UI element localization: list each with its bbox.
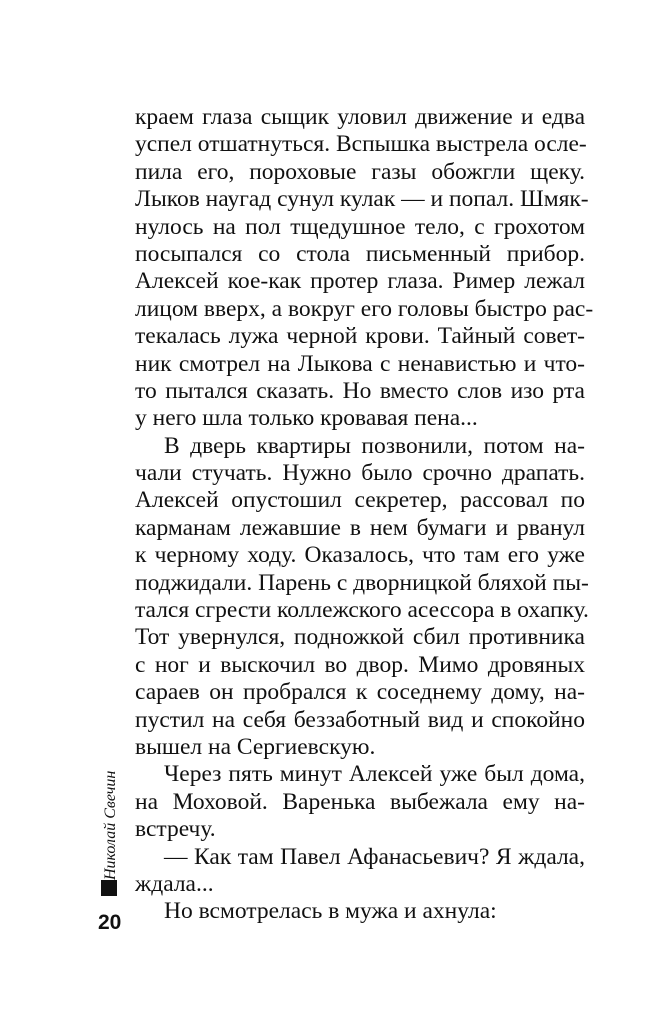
text-line: Алексей кое-как протер глаза. Ример лежал — [135, 268, 585, 295]
text-line: — Как там Павел Афанасьевич? Я ждала, — [164, 843, 585, 870]
text-line: сараев он пробрался к соседнему дому, на- — [135, 679, 585, 706]
text-line: у него шла только кровавая пена... — [135, 405, 478, 432]
running-head — [100, 740, 122, 896]
paragraph — [135, 898, 585, 925]
text-line: В дверь квартиры позвонили, потом на- — [164, 432, 585, 459]
text-line: Тот увернулся, подножкой сбил противника — [135, 624, 585, 651]
paragraph — [135, 761, 585, 843]
text-line: пустил на себя беззаботный вид и спокойно — [135, 706, 585, 733]
text-line: на Моховой. Варенька выбежала ему на- — [135, 788, 585, 815]
text-line: текалась лужа черной крови. Тайный совет- — [135, 323, 585, 350]
text-line: вышел на Сергиевскую. — [135, 733, 376, 760]
text-line: Лыков наугад сунул кулак — и попал. Шмяк- — [135, 186, 589, 213]
text-line: карманам лежавшие в нем бумаги и рванул — [135, 514, 585, 541]
text-line: успел отшатнуться. Вспышка выстрела осле- — [135, 131, 587, 158]
body-text — [135, 104, 594, 926]
text-line: к черному ходу. Оказалось, что там его уже — [135, 542, 585, 569]
text-line: Через пять минут Алексей уже был дома, — [164, 761, 585, 788]
text-line: лицом вверх, а вокруг его головы быстро рас- — [135, 295, 594, 322]
text-line: Но всмотрелась в мужа и ахнула: — [164, 898, 497, 925]
text-line: Алексей опустошил секретер, рассовал по — [135, 487, 585, 514]
text-line: пила его, пороховые газы обожгли щеку. — [135, 158, 585, 185]
text-line: встречу. — [135, 816, 216, 843]
paragraph — [135, 844, 585, 899]
page-number: 20 — [98, 911, 122, 934]
text-line: краем глаза сыщик уловил движение и едва — [135, 104, 585, 130]
text-line: ник смотрел на Лыкова с ненавистью и что- — [135, 350, 585, 377]
paragraph — [135, 432, 589, 762]
text-line: то пытался сказать. Но вместо слов изо рта — [135, 377, 585, 404]
text-line: чали стучать. Нужно было срочно драпать. — [135, 460, 585, 487]
text-line: с ног и выскочил во двор. Мимо дровяных — [135, 651, 585, 678]
author-name: Николай Свечин — [102, 770, 119, 880]
text-line: поджидали. Парень с дворницкой бляхой пы- — [135, 569, 589, 596]
text-line: посыпался со стола письменный прибор. — [135, 240, 585, 267]
text-line: ждала... — [135, 870, 214, 897]
text-line: тался сгрести коллежского асессора в охапку. — [135, 597, 589, 624]
section-marker — [101, 880, 117, 896]
paragraph — [135, 104, 594, 433]
text-line: нулось на пол тщедушное тело, с грохотом — [135, 213, 585, 240]
